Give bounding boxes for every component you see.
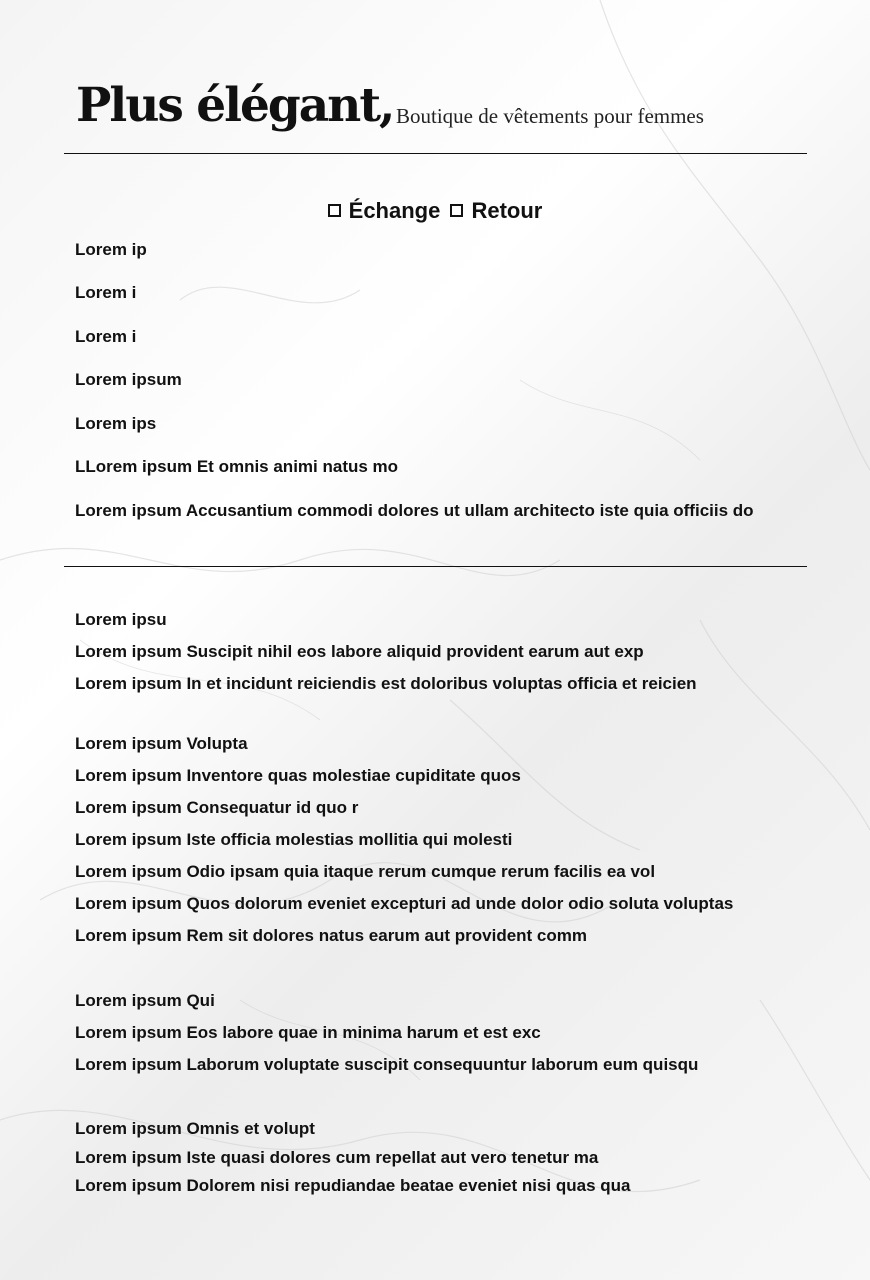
policy-line: Lorem ipsum Inventore quas molestiae cupiditate quos xyxy=(75,766,521,785)
option-return[interactable] xyxy=(450,195,542,227)
policy-line: Lorem ipsum Odio ipsam quia itaque rerum cumque rerum facilis ea vol xyxy=(75,862,656,881)
policy-line: Lorem ipsum Iste quasi dolores cum repellat aut vero tenetur ma xyxy=(75,1148,599,1167)
policy-line: Lorem ipsum Iste officia molestias mollitia qui molesti xyxy=(75,830,513,849)
policy-line: Lorem ipsum Quos dolorum eveniet excepturi ad unde dolor odio soluta voluptas xyxy=(75,894,734,913)
exchange-checkbox[interactable] xyxy=(328,204,341,217)
policy-heading: Lorem ipsum Qui xyxy=(75,991,215,1010)
option-return-label: Retour xyxy=(471,197,543,223)
policy-line: Lorem ipsum Consequatur id quo r xyxy=(75,798,359,817)
policy-line: Lorem ipsum Eos labore quae in minima harum et est exc xyxy=(75,1023,541,1042)
form-field-label: Lorem ips xyxy=(75,414,157,433)
policy-heading: Lorem ipsum Omnis et volupt xyxy=(75,1119,315,1138)
header-divider xyxy=(64,153,807,154)
brand-tagline: Boutique de vêtements pour femmes xyxy=(396,104,704,128)
policy-line: Lorem ipsum Dolorem nisi repudiandae beatae eveniet nisi quas qua xyxy=(75,1176,631,1195)
form-field-label: Lorem i xyxy=(75,327,137,346)
option-exchange[interactable] xyxy=(328,195,441,227)
form-field-label: Lorem ipsum Accusantium commodi dolores ut ullam architecto iste quia officiis do xyxy=(75,501,754,520)
form-field-label: Lorem ip xyxy=(75,240,147,259)
page-header xyxy=(76,78,806,138)
form-field-label: LLorem ipsum Et omnis animi natus mo xyxy=(75,457,399,476)
form-field-label: Lorem ipsum xyxy=(75,370,182,389)
form-field-label: Lorem i xyxy=(75,283,137,302)
section-divider xyxy=(64,566,807,567)
policy-line: Lorem ipsum Laborum voluptate suscipit consequuntur laborum eum quisqu xyxy=(75,1055,699,1074)
policy-line: Lorem ipsum Suscipit nihil eos labore aliquid provident earum aut exp xyxy=(75,642,644,661)
policy-line: Lorem ipsum In et incidunt reiciendis est doloribus voluptas officia et reicien xyxy=(75,674,697,693)
option-exchange-label: Échange xyxy=(348,197,441,223)
policy-line: Lorem ipsum Rem sit dolores natus earum aut provident comm xyxy=(75,926,587,945)
brand-logo: Plus élégant, xyxy=(76,78,394,133)
return-type-options xyxy=(0,194,870,227)
policy-heading: Lorem ipsum Volupta xyxy=(75,734,248,753)
policy-heading: Lorem ipsu xyxy=(75,610,167,629)
return-checkbox[interactable] xyxy=(450,204,463,217)
